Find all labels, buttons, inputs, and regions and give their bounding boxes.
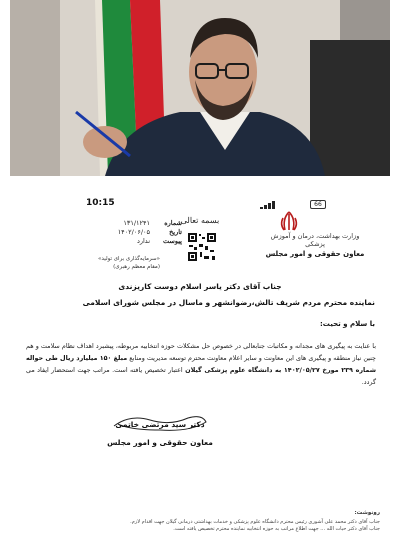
signatory-name: دکتر سید مرتضی خاتمی: [115, 420, 205, 429]
iran-emblem-icon: [275, 210, 303, 234]
addressee: جناب آقای دکتر یاسر اسلام دوست کاریزندی: [118, 282, 282, 291]
attachment-value: ندارد: [136, 237, 150, 245]
number-label: شماره: [164, 219, 182, 227]
body-part-2: اعتبار تخصیص یافته است. مراتب جهت استحضار ایفاد می گردد.: [26, 366, 376, 386]
letter-meta: [92, 219, 182, 246]
ministry-name: وزارت بهداشت، درمان و آموزش پزشکی: [270, 232, 360, 248]
slogan-source: (مقام معظم رهبری): [113, 264, 160, 270]
status-bar: [10, 198, 390, 212]
bismillah-heading: بسمه تعالی: [180, 216, 220, 225]
slogan: «سرمایه‌گذاری برای تولید»: [98, 256, 160, 262]
signal-icon: [260, 201, 280, 209]
meta-attachment-row: [92, 237, 182, 246]
body-bold: مبلغ ۱۵۰ میلیارد ریال طی حواله شماره ۲۳۹ مورخ ۱۴۰۲/۰۵/۲۷ به دانشگاه علوم پزشکی گیلان: [26, 354, 376, 374]
cc-line-2: جناب آقای دکتر حیات الله ... جهت اطلاع مراتب به حوزه انتخابیه نماینده محترم تخصیص یافته است.: [173, 526, 380, 532]
date-value: ۱۴۰۲/۰۶/۰۵: [117, 228, 150, 236]
meta-date-row: [92, 228, 182, 237]
letter-body: [26, 340, 376, 388]
date-label: تاریخ: [169, 228, 182, 236]
meta-number-row: [92, 219, 182, 228]
cc-label: رونوشت:: [354, 510, 380, 516]
attachment-label: پیوست: [163, 237, 182, 245]
qr-code-icon: [187, 232, 217, 262]
portrait-photo: [10, 0, 390, 176]
official-letter: [10, 198, 390, 533]
number-value: ۱۳۱/۱۲۴۱: [123, 219, 150, 227]
addressee-title: نماینده محترم مردم شریف تالش،رضوانشهر و ماسال در مجلس شورای اسلامی: [82, 298, 375, 307]
battery-icon: 66: [310, 200, 326, 209]
portrait-image: [10, 0, 390, 176]
signatory-title: معاون حقوقی و امور مجلس: [107, 438, 213, 447]
greeting: با سلام و تحیت:: [320, 320, 375, 328]
body-part-1: با عنایت به پیگیری های مجدانه و مکاتبات جنابعالی در خصوص حل مشکلات حوزه انتخابیه مربوطه، پیشبرد اهداف نظام سلامت و هم چنین نیاز منطقه و پیگیری های این معاونت و سایر اعلام معاونت محترم توسعه مدیریت ومنابع: [26, 342, 376, 362]
department-name: معاون حقوقی و امور مجلس: [265, 250, 365, 258]
cc-line-1: جناب آقای دکتر محمد علی آشوری رئیس محترم دانشگاه علوم پزشکی و خدمات بهداشتی درمانی گیلان جهت اقدام لازم.: [130, 519, 380, 525]
status-time: 10:15: [86, 198, 115, 208]
